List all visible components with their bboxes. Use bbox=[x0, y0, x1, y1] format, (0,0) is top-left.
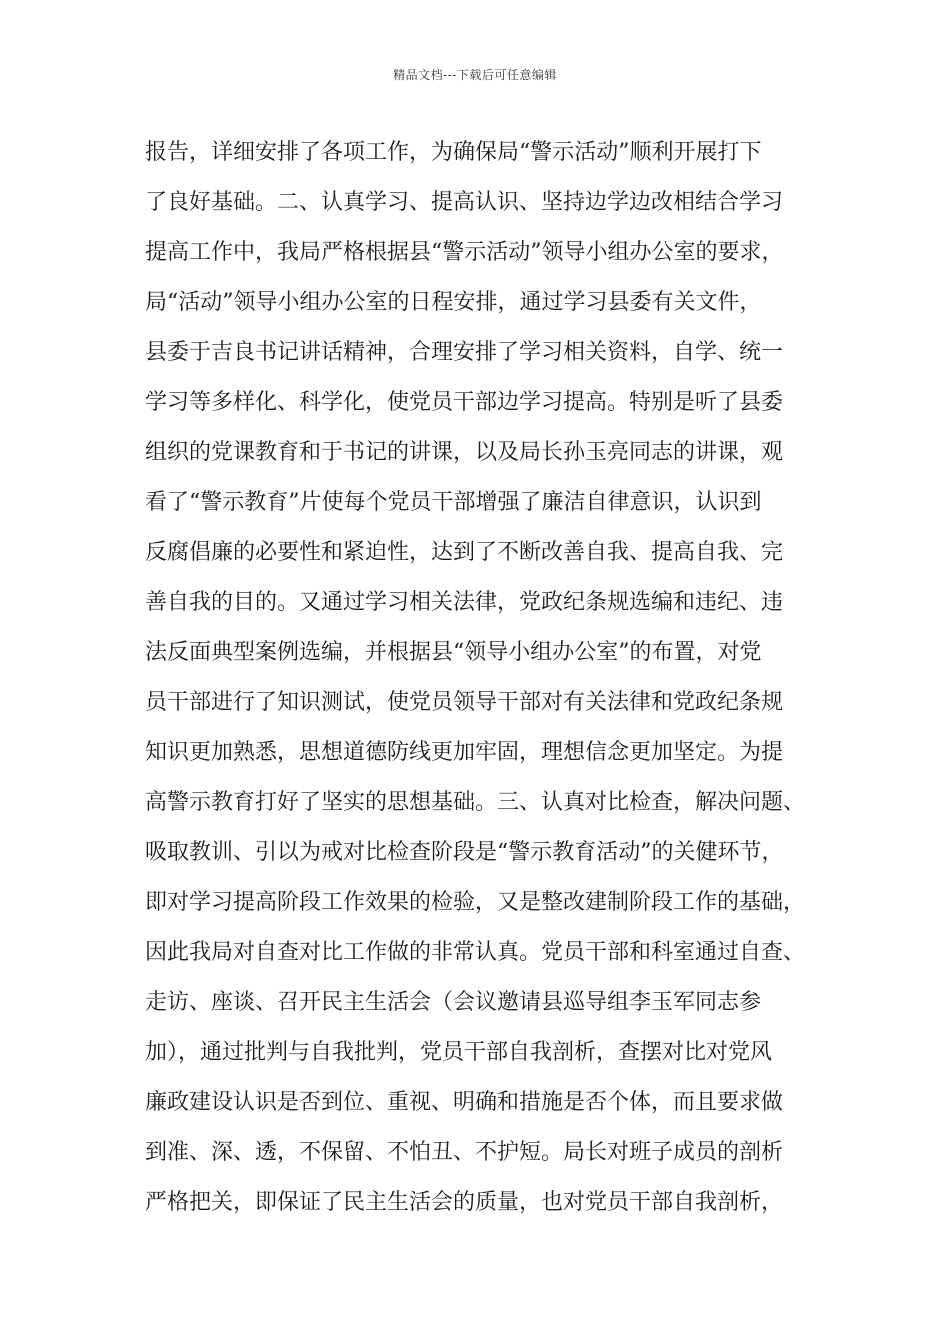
text-line: 高警示教育打好了坚实的思想基础。三、认真对比检查，解决问题、 bbox=[145, 790, 806, 815]
text-line: 严格把关，即保证了民主生活会的质量，也对党员干部自我剖析， bbox=[145, 1190, 784, 1215]
text-line: 局“活动”领导小组办公室的日程安排，通过学习县委有关文件， bbox=[145, 290, 762, 315]
text-line: 走访、座谈、召开民主生活会（会议邀请县巡导组李玉军同志参 bbox=[145, 990, 762, 1015]
text-line: 到准、深、透，不保留、不怕丑、不护短。局长对班子成员的剖析 bbox=[145, 1140, 784, 1165]
text-line: 组织的党课教育和于书记的讲课，以及局长孙玉亮同志的讲课，观 bbox=[145, 440, 784, 465]
body-text bbox=[145, 128, 845, 1228]
text-line: 报告，详细安排了各项工作，为确保局“警示活动”顺利开展打下 bbox=[145, 140, 762, 165]
text-line: 县委于吉良书记讲话精神，合理安排了学习相关资料，自学、统一 bbox=[145, 340, 784, 365]
text-line: 善自我的目的。又通过学习相关法律，党政纪条规选编和违纪、违 bbox=[145, 590, 784, 615]
text-line: 法反面典型案例选编，并根据县“领导小组办公室”的布置，对党 bbox=[145, 640, 762, 665]
text-line: 看了“警示教育”片使每个党员干部增强了廉洁自律意识，认识到 bbox=[145, 490, 762, 515]
text-line: 提高工作中，我局严格根据县“警示活动”领导小组办公室的要求， bbox=[145, 240, 784, 265]
page-header-note: 精品文档---下载后可任意编辑 bbox=[393, 68, 557, 82]
text-line: 学习等多样化、科学化，使党员干部边学习提高。特别是听了县委 bbox=[145, 390, 784, 415]
text-line: 因此我局对自查对比工作做的非常认真。党员干部和科室通过自查、 bbox=[145, 940, 806, 965]
text-line: 加），通过批判与自我批判，党员干部自我剖析，查摆对比对党风 bbox=[145, 1040, 773, 1065]
text-line: 了良好基础。二、认真学习、提高认识、坚持边学边改相结合学习 bbox=[145, 190, 784, 215]
text-line: 员干部进行了知识测试，使党员领导干部对有关法律和党政纪条规 bbox=[145, 690, 784, 715]
text-line: 廉政建设认识是否到位、重视、明确和措施是否个体，而且要求做 bbox=[145, 1090, 784, 1115]
text-line: 即对学习提高阶段工作效果的检验，又是整改建制阶段工作的基础， bbox=[145, 890, 806, 915]
text-line: 知识更加熟悉，思想道德防线更加牢固，理想信念更加坚定。为提 bbox=[145, 740, 784, 765]
text-line: 吸取教训、引以为戒对比检查阶段是“警示教育活动”的关健环节， bbox=[145, 840, 784, 865]
text-line: 反腐倡廉的必要性和紧迫性，达到了不断改善自我、提高自我、完 bbox=[145, 540, 784, 565]
